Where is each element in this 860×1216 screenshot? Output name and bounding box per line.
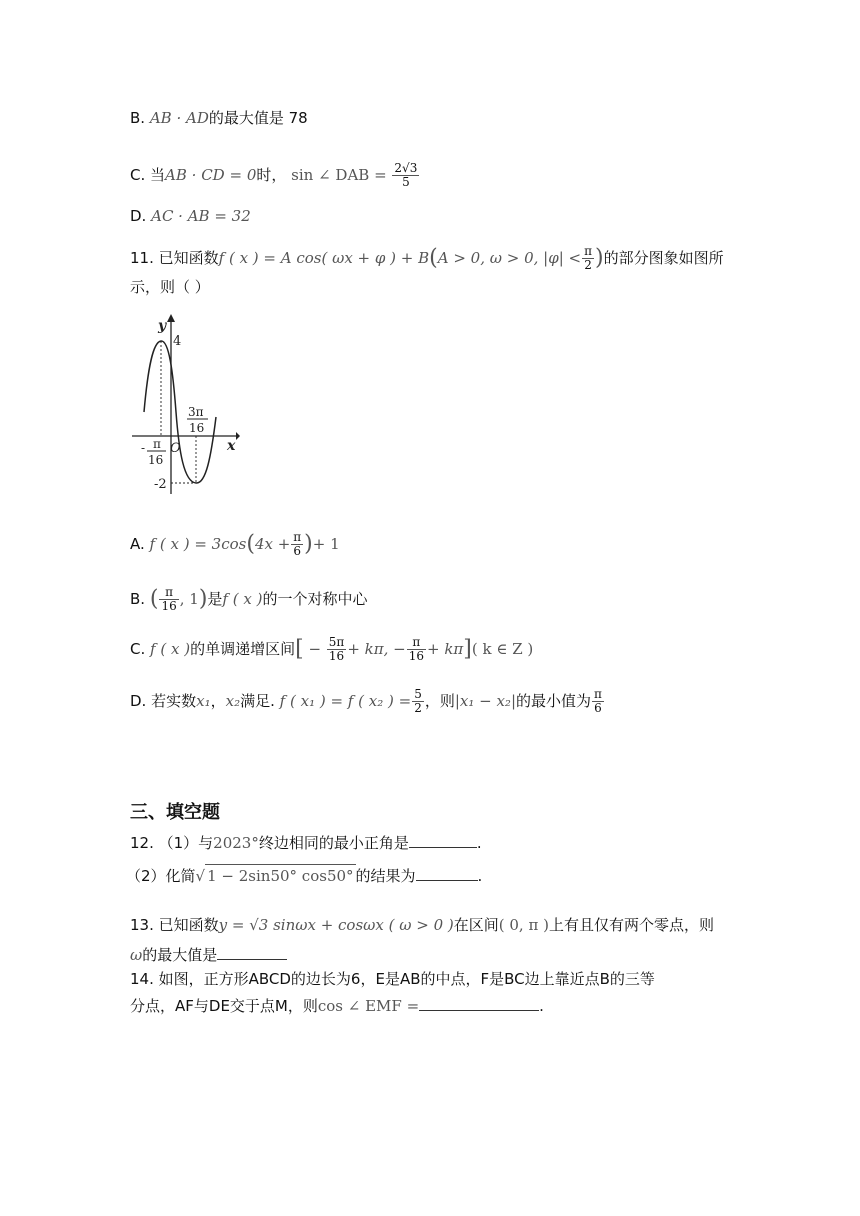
question-text: 13. 已知函数	[130, 916, 219, 934]
question-text: .	[539, 997, 544, 1015]
option-text: 时，	[256, 166, 287, 184]
answer-blank[interactable]	[409, 832, 477, 848]
option-label: D.	[130, 692, 147, 710]
y-axis-arrow	[167, 314, 175, 322]
variable: x₁	[196, 692, 211, 710]
option-text: ，	[210, 692, 226, 710]
q12-part1	[130, 832, 482, 854]
function-expression: f ( x )	[150, 640, 191, 658]
question-text: 终边相同的最小正角是	[258, 834, 409, 852]
x-axis-label: x	[227, 438, 236, 454]
q11-option-a: A. f ( x ) = 3cos(4x + $\frac{\pi}{6}$ )+ 1	[130, 530, 340, 558]
question-text: 12. （1）与	[130, 834, 214, 852]
pos-tick-num: 3π	[188, 405, 204, 419]
question-text: 的部分图象如图所	[603, 249, 724, 267]
fraction: $\frac{\pi}{16}$	[408, 635, 424, 663]
answer-blank[interactable]	[416, 865, 478, 881]
q14-line1: 14. 如图，正方形ABCD的边长为6，E是AB的中点，F是BC边上靠近点B的三等	[130, 970, 655, 988]
question-text: 的最大值是	[142, 946, 218, 964]
section-title: 三、填空题	[130, 802, 220, 823]
cos-expression: cos ∠ EMF =	[317, 997, 420, 1015]
option-text: 的最大值是 78	[208, 109, 308, 127]
option-label: B.	[130, 590, 146, 608]
question-text: 示，则（ ）	[130, 278, 210, 296]
q10-option-b	[130, 107, 308, 129]
fraction: $\frac{5\pi}{16}$	[328, 635, 345, 663]
abs-expression: |x₁ − x₂|	[454, 692, 517, 710]
q10-option-c	[130, 160, 420, 190]
question-text: 的结果为	[355, 867, 416, 885]
neg-tick-sign: -	[141, 441, 146, 455]
q13-line2	[130, 944, 287, 966]
option-text: 的一个对称中心	[262, 590, 368, 608]
option-text: 当	[150, 166, 166, 184]
q11-option-b: B. ( $\frac{\pi}{16}$ , 1)是f ( x )的一个对称中心	[130, 585, 368, 613]
option-text: 满足.	[240, 692, 275, 710]
function-expression: + 1	[312, 535, 340, 553]
fraction: $\frac{\pi}{6}$	[594, 687, 602, 715]
answer-blank[interactable]	[419, 995, 539, 1011]
neg-tick-num: π	[153, 437, 161, 451]
dot-product-expression: AC · AB = 32	[151, 207, 251, 225]
fraction: $\frac{\pi}{2}$	[584, 244, 593, 272]
q11-option-d	[130, 686, 605, 716]
dot-product-expression: AB · AD	[149, 109, 209, 127]
x-axis-arrow	[236, 432, 240, 440]
function-expression: 4x +	[254, 535, 291, 553]
option-text: 若实数	[151, 692, 197, 710]
question-text: .	[477, 867, 483, 885]
equation-expression: f ( x₁ ) = f ( x₂ ) =	[279, 692, 412, 710]
y-axis-label: y	[158, 318, 167, 334]
origin-label: O	[170, 441, 181, 456]
dot-product-expression: AB · CD = 0	[165, 166, 257, 184]
q10-option-d	[130, 205, 251, 227]
radical-expression: 1 − 2sin50° cos50°	[205, 864, 355, 887]
sin-expression: sin ∠ DAB =	[291, 166, 387, 184]
option-text: ，则	[424, 692, 455, 710]
angle-value: 2023°	[213, 834, 259, 852]
option-text: 的单调递增区间	[190, 640, 296, 658]
fraction: $\frac{2√3}{5}$	[394, 161, 418, 189]
point-expression: , 1	[179, 590, 199, 608]
max-value-label: 4	[173, 334, 182, 349]
option-label: D.	[130, 207, 147, 225]
function-expression: f ( x ) = 3cos	[149, 535, 247, 553]
q11-stem-line1: 11. 已知函数f ( x ) = A cos( ωx + φ ) + B(A > 0, ω > 0, |φ| < $\frac{\pi}{2}$ )的部分图象如图所	[130, 244, 724, 272]
fraction: $\frac{\pi}{16}$	[161, 585, 177, 613]
interval-expression: ( k ∈ Z )	[471, 640, 534, 658]
function-expression: y = √3 sinωx + cosωx ( ω > 0 )	[218, 916, 454, 934]
q13-line1	[130, 914, 714, 936]
function-expression: f ( x ) = A cos( ωx + φ ) + B	[218, 249, 430, 267]
option-label: C.	[130, 640, 146, 658]
q11-stem-line2	[130, 276, 210, 298]
q14-line2	[130, 995, 544, 1017]
option-label: A.	[130, 535, 145, 553]
pos-tick-den: 16	[189, 421, 205, 435]
function-expression: f ( x )	[222, 590, 263, 608]
condition-expression: A > 0, ω > 0, |φ| <	[437, 249, 582, 267]
question-text: 11. 已知函数	[130, 249, 219, 267]
neg-tick-den: 16	[148, 453, 164, 467]
interval-expression: + kπ, −	[347, 640, 406, 658]
option-text: 是	[207, 590, 223, 608]
min-value-label: -2	[154, 477, 167, 492]
option-label: C.	[130, 166, 146, 184]
interval-expression: ( 0, π )	[498, 916, 549, 934]
interval-expression: + kπ	[426, 640, 464, 658]
variable: x₂	[225, 692, 241, 710]
question-text: 在区间	[453, 916, 499, 934]
fraction: $\frac{5}{2}$	[414, 687, 422, 715]
function-graph	[128, 312, 240, 498]
option-text: 的最小值为	[516, 692, 592, 710]
answer-blank[interactable]	[217, 944, 287, 960]
question-text: 上有且仅有两个零点，则	[548, 916, 714, 934]
variable: ω	[130, 946, 143, 964]
question-text: （2）化简	[126, 867, 196, 885]
fraction: $\frac{\pi}{6}$	[293, 530, 302, 558]
question-text: 分点，AF与DE交于点M，则	[130, 997, 318, 1015]
q11-option-c: C. f ( x )的单调递增区间[ − $\frac{5\pi}{16}$ + kπ, − $\frac{\pi}{16}$ + kπ]( k ∈ Z )	[130, 635, 534, 663]
option-label: B.	[130, 109, 146, 127]
question-text: .	[476, 834, 482, 852]
q12-part2: （2）化简√ 1 − 2sin50° cos50° 的结果为 .	[126, 864, 482, 887]
